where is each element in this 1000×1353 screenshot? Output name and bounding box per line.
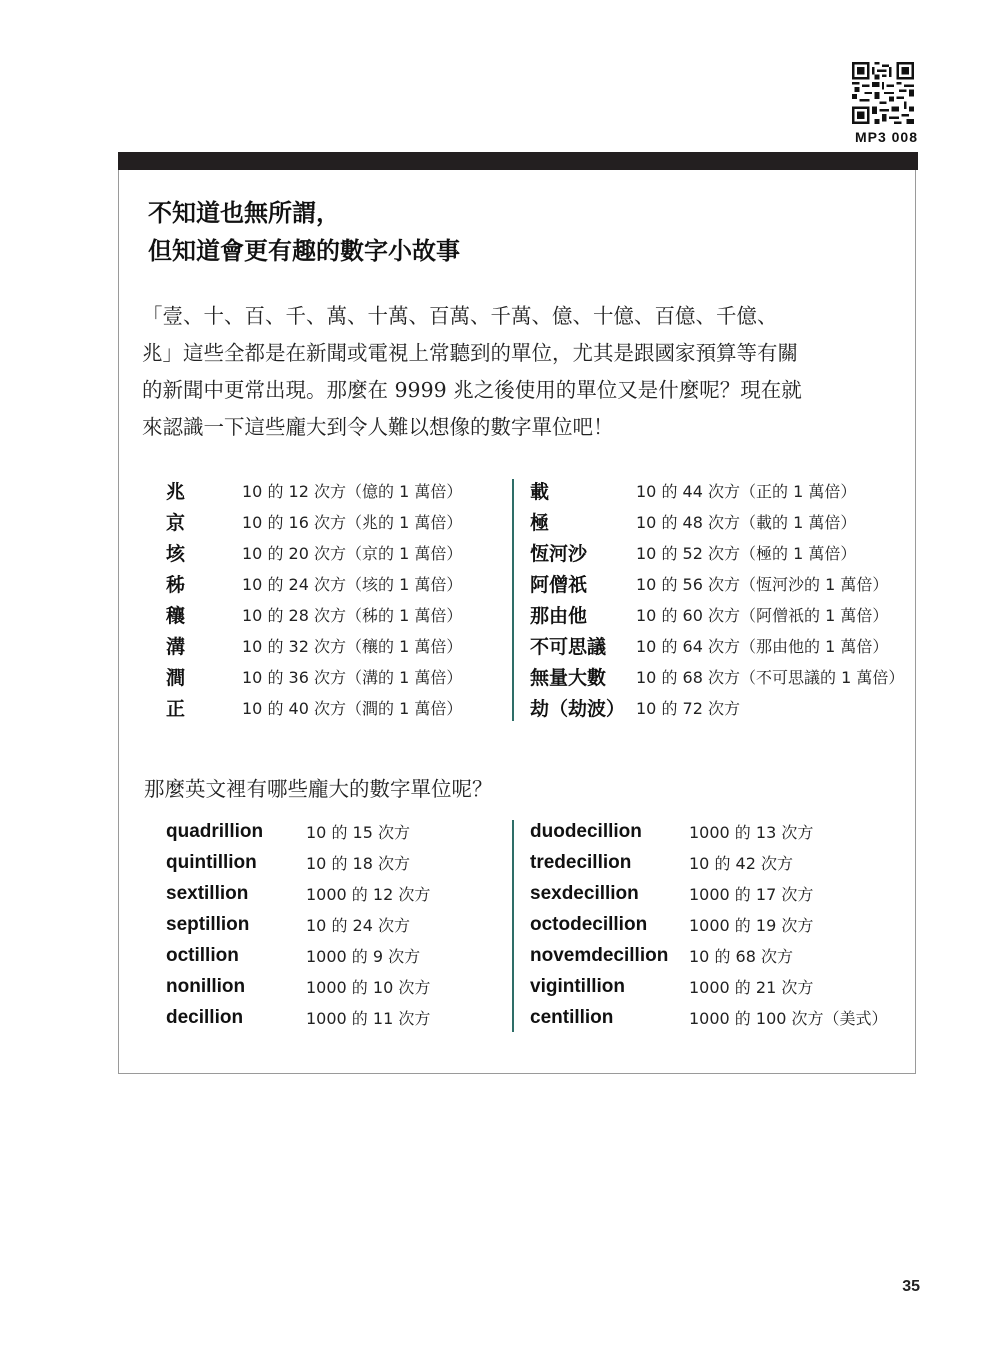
unit-value: 1000 的 9 次方 bbox=[306, 947, 421, 966]
unit-row bbox=[530, 971, 888, 1002]
unit-value: 1000 的 19 次方 bbox=[689, 916, 814, 935]
unit-value: 1000 的 17 次方 bbox=[689, 885, 814, 904]
unit-row bbox=[166, 878, 430, 909]
unit-row bbox=[166, 506, 462, 537]
unit-value: 10 的 28 次方（秭的 1 萬倍） bbox=[242, 606, 463, 625]
unit-row bbox=[166, 568, 462, 599]
unit-value: 1000 的 12 次方 bbox=[306, 885, 431, 904]
intro-line: 兆」這些全都是在新聞或電視上常聽到的單位，尤其是跟國家預算等有關 bbox=[142, 341, 798, 365]
unit-term: 京 bbox=[166, 512, 186, 534]
unit-term: 不可思議 bbox=[530, 636, 607, 658]
unit-term: 穰 bbox=[166, 605, 186, 627]
unit-value: 10 的 56 次方（恆河沙的 1 萬倍） bbox=[636, 575, 889, 594]
title-line-2: 但知道會更有趣的數字小故事 bbox=[148, 237, 460, 265]
unit-value: 10 的 24 次方 bbox=[306, 916, 410, 935]
unit-row bbox=[530, 537, 904, 568]
unit-term: 極 bbox=[530, 512, 550, 534]
title-line-1: 不知道也無所謂， bbox=[148, 199, 340, 227]
unit-row bbox=[166, 909, 430, 940]
unit-value: 1000 的 100 次方（美式） bbox=[689, 1009, 888, 1028]
unit-term: 秭 bbox=[166, 574, 186, 596]
page-number: 35 bbox=[902, 1278, 920, 1295]
unit-row bbox=[530, 909, 888, 940]
unit-row bbox=[530, 661, 904, 692]
unit-value: 10 的 64 次方（那由他的 1 萬倍） bbox=[636, 637, 889, 656]
unit-value: 1000 的 13 次方 bbox=[689, 823, 814, 842]
english-units-left-column bbox=[166, 816, 430, 1033]
column-divider bbox=[512, 820, 514, 1032]
unit-term: septillion bbox=[166, 913, 250, 935]
top-bar bbox=[118, 152, 918, 170]
intro-line: 來認識一下這些龐大到令人難以想像的數字單位吧！ bbox=[142, 415, 614, 439]
unit-term: centillion bbox=[530, 1006, 614, 1028]
unit-value: 10 的 42 次方 bbox=[689, 854, 793, 873]
english-units-question: 那麼英文裡有哪些龐大的數字單位呢？ bbox=[144, 777, 493, 801]
unit-row bbox=[530, 816, 888, 847]
qr-code-icon[interactable] bbox=[852, 62, 914, 124]
unit-row bbox=[166, 692, 462, 723]
unit-value: 1000 的 11 次方 bbox=[306, 1009, 431, 1028]
unit-row bbox=[166, 816, 430, 847]
unit-term: 溝 bbox=[166, 636, 186, 658]
unit-value: 10 的 44 次方（正的 1 萬倍） bbox=[636, 482, 857, 501]
unit-term: decillion bbox=[166, 1006, 244, 1028]
unit-row bbox=[530, 847, 888, 878]
unit-row bbox=[530, 475, 904, 506]
unit-row bbox=[166, 599, 462, 630]
unit-row bbox=[166, 630, 462, 661]
unit-row bbox=[166, 940, 430, 971]
intro-line: 的新聞中更常出現。那麼在 9999 兆之後使用的單位又是什麼呢？現在就 bbox=[142, 378, 802, 402]
unit-term: 垓 bbox=[166, 543, 186, 565]
unit-value: 10 的 18 次方 bbox=[306, 854, 410, 873]
unit-value: 10 的 52 次方（極的 1 萬倍） bbox=[636, 544, 857, 563]
unit-row bbox=[530, 599, 904, 630]
unit-term: 澗 bbox=[166, 667, 186, 689]
unit-term: 劫（劫波） bbox=[530, 698, 626, 720]
unit-value: 1000 的 10 次方 bbox=[306, 978, 431, 997]
unit-row bbox=[166, 537, 462, 568]
unit-row bbox=[530, 568, 904, 599]
unit-value: 10 的 12 次方（億的 1 萬倍） bbox=[242, 482, 463, 501]
audio-track-label: MP3 008 bbox=[854, 129, 918, 145]
unit-term: 恆河沙 bbox=[530, 543, 588, 565]
unit-row bbox=[530, 692, 904, 723]
unit-term: octillion bbox=[166, 944, 239, 966]
unit-term: nonillion bbox=[166, 975, 246, 997]
intro-line: 「壹、十、百、千、萬、十萬、百萬、千萬、億、十億、百億、千億、 bbox=[142, 304, 778, 328]
unit-term: novemdecillion bbox=[530, 944, 669, 966]
unit-row bbox=[530, 940, 888, 971]
unit-value: 10 的 20 次方（京的 1 萬倍） bbox=[242, 544, 463, 563]
intro-paragraph bbox=[142, 298, 892, 446]
unit-value: 10 的 15 次方 bbox=[306, 823, 410, 842]
unit-term: quintillion bbox=[166, 851, 257, 873]
unit-row bbox=[530, 878, 888, 909]
unit-row bbox=[166, 971, 430, 1002]
unit-term: 那由他 bbox=[530, 605, 588, 627]
section-title bbox=[148, 194, 868, 270]
unit-term: duodecillion bbox=[530, 820, 642, 842]
unit-value: 10 的 32 次方（穰的 1 萬倍） bbox=[242, 637, 463, 656]
unit-value: 10 的 16 次方（兆的 1 萬倍） bbox=[242, 513, 463, 532]
unit-value: 10 的 60 次方（阿僧祇的 1 萬倍） bbox=[636, 606, 889, 625]
unit-term: 阿僧祇 bbox=[530, 574, 588, 596]
unit-term: octodecillion bbox=[530, 913, 648, 935]
unit-term: tredecillion bbox=[530, 851, 632, 873]
column-divider bbox=[512, 479, 514, 721]
unit-term: quadrillion bbox=[166, 820, 264, 842]
unit-term: sexdecillion bbox=[530, 882, 639, 904]
unit-value: 10 的 68 次方（不可思議的 1 萬倍） bbox=[636, 668, 905, 687]
unit-value: 10 的 36 次方（溝的 1 萬倍） bbox=[242, 668, 463, 687]
unit-term: 兆 bbox=[166, 481, 186, 503]
unit-row bbox=[166, 1002, 430, 1033]
english-units-right-column bbox=[530, 816, 888, 1033]
unit-row bbox=[530, 506, 904, 537]
unit-row bbox=[166, 661, 462, 692]
unit-value: 10 的 40 次方（澗的 1 萬倍） bbox=[242, 699, 463, 718]
cjk-units-right-column bbox=[530, 475, 904, 723]
unit-value: 10 的 68 次方 bbox=[689, 947, 793, 966]
unit-term: 無量大數 bbox=[530, 667, 607, 689]
unit-row bbox=[166, 475, 462, 506]
unit-term: 載 bbox=[530, 481, 550, 503]
unit-term: sextillion bbox=[166, 882, 249, 904]
unit-row bbox=[166, 847, 430, 878]
unit-value: 1000 的 21 次方 bbox=[689, 978, 814, 997]
unit-value: 10 的 72 次方 bbox=[636, 699, 740, 718]
unit-row bbox=[530, 1002, 888, 1033]
unit-term: vigintillion bbox=[530, 975, 625, 997]
unit-value: 10 的 48 次方（載的 1 萬倍） bbox=[636, 513, 857, 532]
unit-row bbox=[530, 630, 904, 661]
unit-value: 10 的 24 次方（垓的 1 萬倍） bbox=[242, 575, 463, 594]
unit-term: 正 bbox=[166, 698, 186, 720]
cjk-units-left-column bbox=[166, 475, 462, 723]
